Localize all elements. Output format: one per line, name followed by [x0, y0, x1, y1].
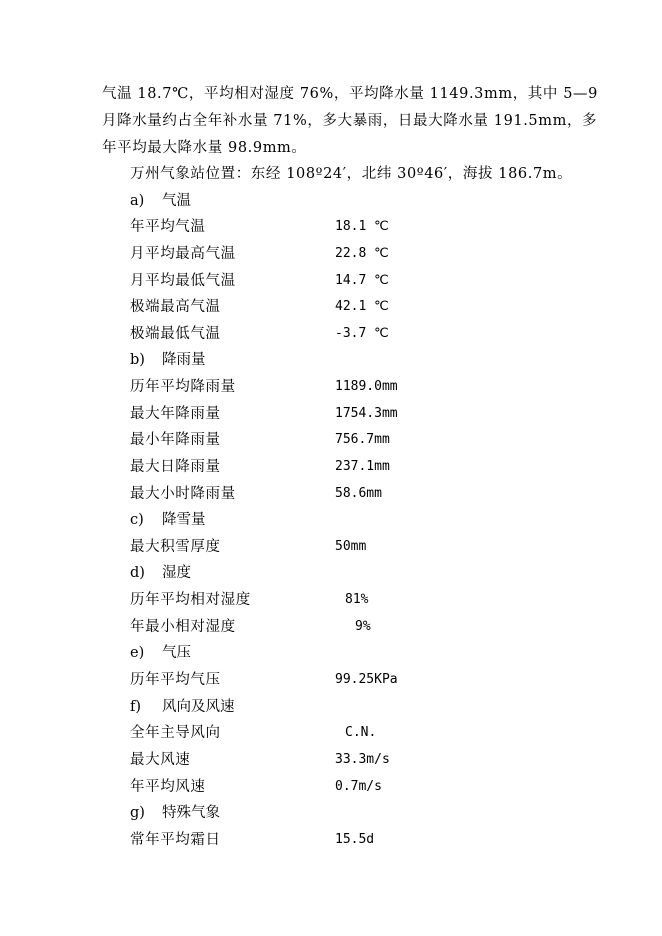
data-row [130, 377, 570, 397]
row-value: 99.25KPa [335, 672, 398, 687]
row-label: 年平均风速 [130, 779, 206, 795]
row-value: 237.1mm [335, 459, 390, 474]
row-label: 最大小时降雨量 [130, 486, 236, 502]
section-marker: b) [130, 352, 145, 368]
data-row [130, 670, 570, 690]
data-row [130, 457, 570, 477]
section-heading-humidity [130, 563, 191, 583]
section-title: 降雨量 [162, 352, 206, 368]
data-row [130, 430, 570, 450]
section-title: 降雪量 [162, 512, 206, 528]
section-heading-temperature [130, 191, 191, 211]
row-label: 最大风速 [130, 752, 191, 768]
data-row [130, 590, 570, 610]
row-value: 58.6mm [335, 486, 382, 501]
section-title: 风向及风速 [162, 699, 235, 715]
data-row [130, 404, 570, 424]
row-value: 9% [355, 619, 371, 634]
section-title: 特殊气象 [162, 805, 220, 821]
section-title: 气温 [162, 193, 191, 209]
section-marker: e) [130, 645, 145, 661]
row-value: 1189.0mm [335, 379, 398, 394]
section-marker: d) [130, 565, 145, 581]
section-heading-pressure [130, 643, 191, 663]
row-label: 最小年降雨量 [130, 432, 221, 448]
row-label: 最大年降雨量 [130, 406, 221, 422]
row-value: 14.7 ℃ [335, 273, 389, 288]
row-value: 1754.3mm [335, 406, 398, 421]
section-marker: g) [130, 805, 145, 821]
row-value: 18.1 ℃ [335, 219, 389, 234]
row-label: 历年平均相对湿度 [130, 592, 251, 608]
row-label: 历年平均气压 [130, 672, 221, 688]
data-row [130, 244, 570, 264]
data-row [130, 297, 570, 317]
data-row [130, 777, 570, 797]
row-value: -3.7 ℃ [335, 326, 389, 341]
section-marker: f) [130, 699, 142, 715]
row-value: 15.5d [335, 832, 375, 847]
row-value: 81% [345, 592, 369, 607]
row-label: 常年平均霜日 [130, 832, 221, 848]
data-row [130, 723, 570, 743]
row-value: C.N. [345, 725, 377, 740]
row-label: 月平均最低气温 [130, 273, 236, 289]
data-row [130, 537, 570, 557]
row-label: 年平均气温 [130, 219, 206, 235]
paragraph-line: 年平均最大降水量 98.9mm。 [102, 140, 307, 156]
paragraph-line: 月降水量约占全年补水量 71%，多大暴雨，日最大降水量 191.5mm，多 [102, 113, 598, 129]
section-marker: a) [130, 193, 145, 209]
section-title: 湿度 [162, 565, 191, 581]
section-heading-rainfall [130, 350, 206, 370]
row-label: 最大日降雨量 [130, 459, 221, 475]
data-row [130, 830, 570, 850]
row-label: 全年主导风向 [130, 725, 221, 741]
row-label: 极端最高气温 [130, 299, 221, 315]
row-label: 历年平均降雨量 [130, 379, 236, 395]
data-row [130, 484, 570, 504]
section-heading-snowfall [130, 510, 206, 530]
row-value: 22.8 ℃ [335, 246, 389, 261]
section-heading-special-weather [130, 803, 220, 823]
section-marker: c) [130, 512, 144, 528]
data-row [130, 217, 570, 237]
data-row [130, 617, 570, 637]
row-value: 33.3m/s [335, 752, 390, 767]
row-value: 50mm [335, 539, 367, 554]
row-value: 42.1 ℃ [335, 299, 389, 314]
station-location: 万州气象站位置：东经 108º24′，北纬 30º46′，海拔 186.7m。 [130, 166, 573, 182]
data-row [130, 324, 570, 344]
row-label: 最大积雪厚度 [130, 539, 221, 555]
row-label: 极端最低气温 [130, 326, 221, 342]
data-row [130, 750, 570, 770]
row-label: 年最小相对湿度 [130, 619, 236, 635]
data-row [130, 271, 570, 291]
section-heading-wind [130, 697, 235, 717]
row-value: 756.7mm [335, 432, 390, 447]
row-label: 月平均最高气温 [130, 246, 236, 262]
row-value: 0.7m/s [335, 779, 382, 794]
paragraph-line: 气温 18.7℃，平均相对湿度 76%，平均降水量 1149.3mm，其中 5—9 [102, 86, 598, 102]
section-title: 气压 [162, 645, 191, 661]
